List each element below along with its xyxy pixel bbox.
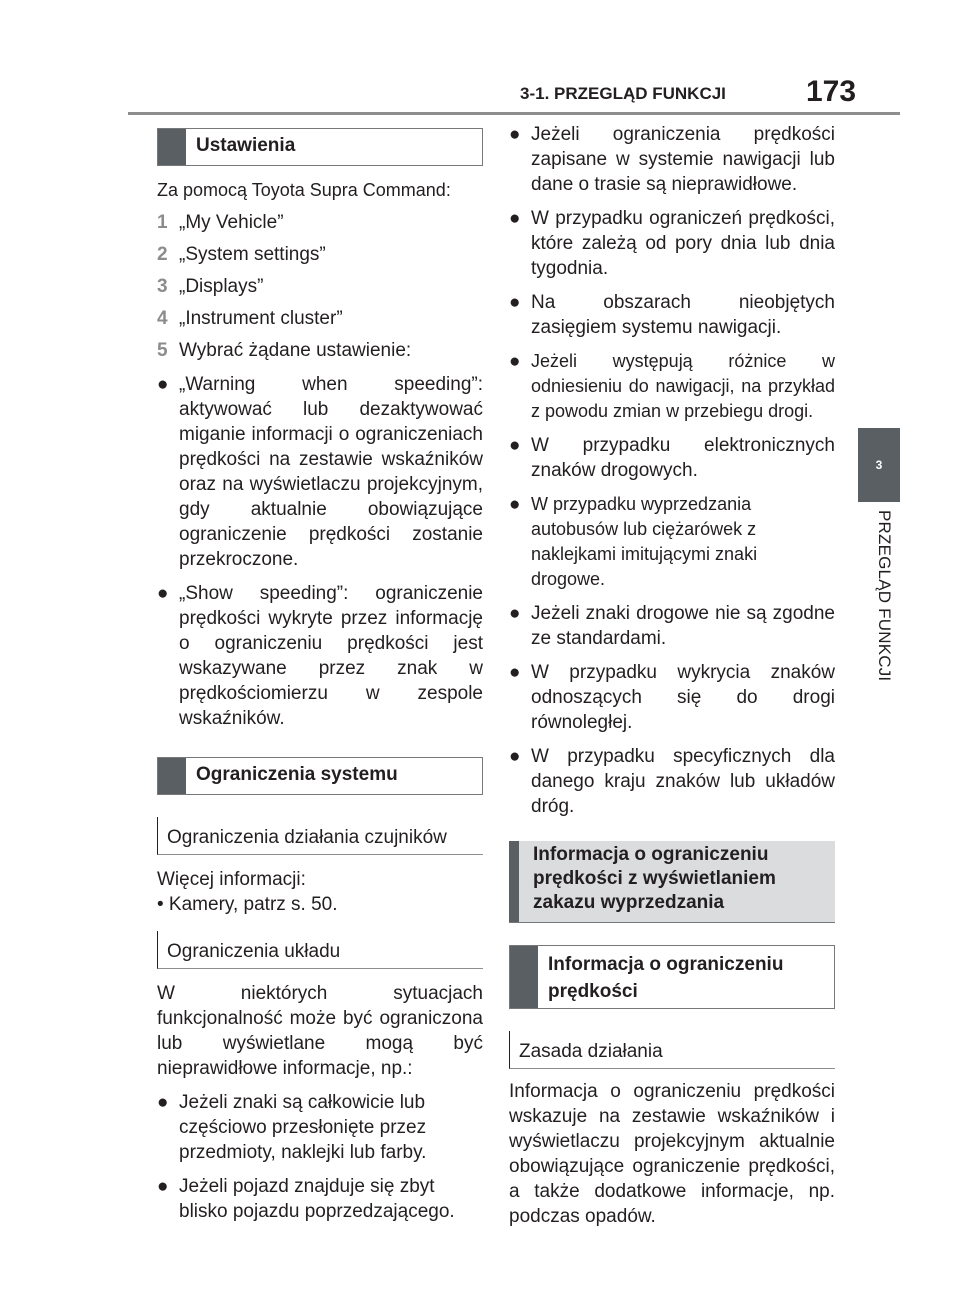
intro-text: Za pomocą Toyota Supra Command:: [157, 180, 451, 200]
left-column: [157, 128, 483, 1224]
list-item: ● „Warning when speeding”: aktywować lub dezaktywować miganie informacji o ograniczeniach prędkości na zestawie wskaźników oraz na wyświetlaczu projekcyjnym, gdy aktualnie obowiązujące ograniczenie prędkości zostanie przekroczone.: [157, 374, 483, 570]
bullet-icon: ●: [509, 124, 521, 145]
right-column: [509, 122, 835, 1229]
list-item: ● Na obszarach nieobjętych zasięgiem systemu nawigacji.: [509, 292, 835, 338]
section-heading-title: Ograniczenia systemu: [196, 764, 398, 785]
list-item: ● Jeżeli pojazd znajduje się zbyt blisko pojazdu poprzedzającego.: [157, 1176, 455, 1222]
list-item: ● Jeżeli znaki drogowe nie są zgodne ze standardami.: [509, 603, 835, 649]
bullet-icon: ●: [157, 1092, 169, 1113]
bullet-icon: ●: [157, 583, 169, 604]
bullet-icon: ●: [509, 662, 521, 683]
section-heading-title: Ustawienia: [196, 135, 296, 156]
bullet-icon: ●: [509, 603, 521, 624]
section-heading-ograniczenia: [157, 757, 483, 795]
subheading-principle: Zasada działania: [509, 1031, 835, 1069]
step-item: 3 „Displays”: [157, 276, 264, 297]
principle-paragraph: Informacja o ograniczeniu prędkości wskazuje na zestawie wskaźników i wyświetlaczu projekcyjnym aktualnie obowiązujące ograniczenie prędkości, a także dodatkowe informacje, np. podczas opadów.: [509, 1081, 835, 1227]
cameras-reference: • Kamery, patrz s. 50.: [157, 894, 338, 915]
steps-list: [157, 210, 483, 363]
bullet-icon: ●: [157, 1176, 169, 1197]
list-item: ● Jeżeli znaki są całkowicie lub częściowo przesłonięte przez przedmioty, naklejki lub farby.: [157, 1092, 427, 1163]
list-item: ● W przypadku wykrycia znaków odnoszących się do drogi równoległej.: [509, 662, 835, 733]
bullet-icon: ●: [509, 435, 521, 456]
more-info-text: Więcej informacji:: [157, 869, 306, 890]
running-header: 3-1. PRZEGLĄD FUNKCJI: [520, 84, 726, 103]
list-item: ● W przypadku specyficznych dla danego kraju znaków lub układów dróg.: [509, 746, 835, 817]
header-rule: [128, 112, 900, 115]
section-heading-ustawienia: [157, 128, 483, 166]
list-item: ● W przypadku elektronicznych znaków drogowych.: [509, 435, 835, 481]
subheading-system: Ograniczenia układu: [157, 931, 483, 969]
page-number: 173: [806, 75, 857, 108]
list-item: ● W przypadku wyprzedzania autobusów lub ciężarówek z naklejkami imitującymi znaki drogowe.: [509, 492, 835, 592]
bullet-icon: ●: [509, 292, 521, 313]
subheading-sensors: Ograniczenia działania czujników: [157, 817, 483, 855]
section-heading-speed-info: [509, 945, 835, 1009]
bullet-icon: ●: [509, 494, 521, 515]
step-item: 5 Wybrać żądane ustawienie:: [157, 340, 412, 361]
section-heading-title: Informacja o ograniczeniu prędkości: [548, 954, 784, 1002]
step-item: 1 „My Vehicle”: [157, 212, 284, 233]
bullet-icon: ●: [509, 208, 521, 229]
list-item: ● „Show speeding”: ograniczenie prędkości wykryte przez informację o ograniczeniu prędkości jest wskazywane przez znak w prędkościomierzu w zespole wskaźników.: [157, 583, 483, 729]
list-item: ● Jeżeli ograniczenia prędkości zapisane w systemie nawigacji lub dane o trasie są nieprawidłowe.: [509, 124, 835, 195]
list-item: ● Jeżeli występują różnice w odniesieniu do nawigacji, na przykład z powodu zmian w przebiegu drogi.: [509, 349, 835, 424]
bullet-icon: ●: [509, 351, 521, 372]
section-heading-title: Informacja o ograniczeniu prędkości z wyświetlaniem zakazu wyprzedzania: [533, 844, 776, 913]
bullet-icon: ●: [509, 746, 521, 767]
chapter-tab: 3: [858, 428, 900, 502]
step-item: 2 „System settings”: [157, 244, 326, 265]
system-paragraph: W niektórych sytuacjach funkcjonalność może być ograniczona lub wyświetlane mogą być nieprawidłowe informacje, np.:: [157, 983, 483, 1079]
step-item: 4 „Instrument cluster”: [157, 308, 343, 329]
section-heading-overtaking: [509, 841, 835, 923]
list-item: ● W przypadku ograniczeń prędkości, które zależą od pory dnia lub dnia tygodnia.: [509, 208, 835, 279]
chapter-tab-label: PRZEGLĄD FUNKCJI: [875, 510, 894, 682]
bullet-icon: ●: [157, 374, 169, 395]
